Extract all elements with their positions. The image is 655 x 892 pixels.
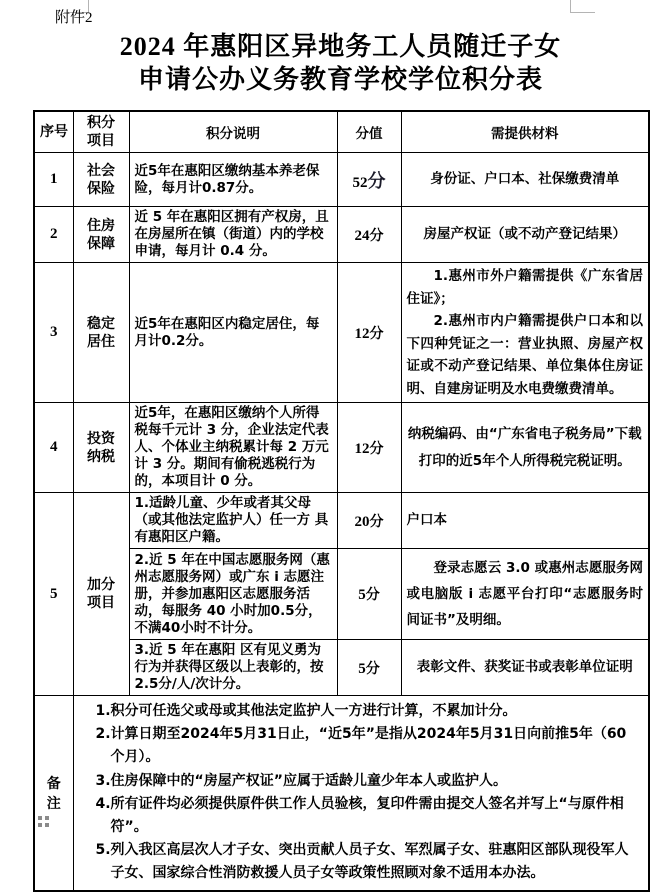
row5a-materials: 户口本 — [401, 493, 649, 549]
row1-desc: 近5年在惠阳区缴纳基本养老保险，每月计0.87分。 — [129, 153, 337, 207]
row4-materials: 纳税编码、由“广东省电子税务局”下载打印的近5年个人所得税完税证明。 — [401, 403, 649, 493]
row5-item: 加分项目 — [73, 493, 129, 696]
remarks-label: 备注 — [34, 696, 73, 891]
row2-score: 24分 — [337, 207, 401, 263]
row5c-desc: 3.近 5 年在惠阳 区有见义勇为行为并获得区级以上表彰的，按 2.5分/人/次计分。 — [129, 640, 337, 696]
row3-materials-item2: 2.惠州市内户籍需提供户口本和以下四种凭证之一：营业执照、房屋产权证或不动产登记结果、单位集体住房证明、自建房证明及水电费缴费清单。 — [406, 313, 643, 397]
document-title — [33, 30, 648, 96]
row4-no: 4 — [34, 403, 73, 493]
table-row — [34, 207, 649, 263]
row3-score: 12分 — [337, 263, 401, 403]
table-header-row — [34, 111, 649, 153]
remarks-row — [34, 696, 649, 891]
row4-item: 投资纳税 — [73, 403, 129, 493]
score-table — [33, 110, 650, 892]
header-materials: 需提供材料 — [401, 111, 649, 153]
attachment-label: 附件2 — [55, 10, 93, 26]
header-score: 分值 — [337, 111, 401, 153]
row3-materials — [401, 263, 649, 403]
table-row — [34, 493, 649, 549]
row5b-materials: 登录志愿云 3.0 或惠州志愿服务网或电脑版 i 志愿平台打印“志愿服务时间证书”及明细。 — [401, 549, 649, 640]
row3-no: 3 — [34, 263, 73, 403]
remark-item: 3.住房保障中的“房屋产权证”应属于适龄儿童少年本人或监护人。 — [95, 772, 507, 789]
row2-materials: 房屋产权证（或不动产登记结果） — [401, 207, 649, 263]
remark-item: 2.计算日期至2024年5月31日止，“近5年”是指从2024年5月31日向前推5年（60个月）。 — [95, 726, 627, 766]
row5-no: 5 — [34, 493, 73, 696]
row2-desc: 近 5 年在惠阳区拥有产权房，且在房屋所在镇（街道）内的学校申请，每月计 0.4 分。 — [129, 207, 337, 263]
document-title-line1: 2024 年惠阳区异地务工人员随迁子女 — [119, 32, 562, 61]
row3-item: 稳定居住 — [73, 263, 129, 403]
remark-item: 5.列入我区高层次人才子女、突出贡献人员子女、军烈属子女、驻惠阳区部队现役军人子女、国家综合性消防救援人员子女等政策性照顾对象不适用本办法。 — [95, 842, 629, 882]
row1-materials: 身份证、户口本、社保缴费清单 — [401, 153, 649, 207]
row4-score: 12分 — [337, 403, 401, 493]
remark-item: 4.所有证件均必须提供原件供工作人员验核，复印件需由提交人签名并写上“与原件相符”。 — [95, 795, 624, 836]
remark-item: 1.积分可任选父或母或其他法定监护人一方进行计算，不累加计分。 — [95, 703, 517, 719]
row5c-materials: 表彰文件、获奖证书或表彰单位证明 — [401, 640, 649, 696]
page-margin-mark-top-right — [570, 12, 595, 13]
row1-score: 52分 — [337, 153, 401, 207]
remarks-content — [73, 696, 649, 891]
header-item: 积分项目 — [73, 111, 129, 153]
page-margin-mark-top-right — [570, 0, 571, 12]
header-desc: 积分说明 — [129, 111, 337, 153]
row4-desc: 近5年，在惠阳区缴纳个人所得税每千元计 3 分，企业法定代表人、个体业主纳税累计每 2 万元计 3 分。期间有偷税逃税行为的，本项目计 0 分。 — [129, 403, 337, 493]
row3-materials-item1: 1.惠州市外户籍需提供《广东省居住证》； — [406, 268, 643, 307]
row5c-score: 5分 — [337, 640, 401, 696]
row5b-score: 5分 — [337, 549, 401, 640]
document-title-line2: 申请公办义务教育学校学位积分表 — [137, 65, 543, 94]
row5a-desc: 1.适龄儿童、少年或者其父母（或其他法定监护人）任一方 具有惠阳区户籍。 — [129, 493, 337, 549]
table-row — [34, 263, 649, 403]
row2-no: 2 — [34, 207, 73, 263]
header-no: 序号 — [34, 111, 73, 153]
row1-no: 1 — [34, 153, 73, 207]
row3-desc: 近5年在惠阳区内稳定居住，每月计0.2分。 — [129, 263, 337, 403]
table-row — [34, 153, 649, 207]
table-row — [34, 403, 649, 493]
row2-item: 住房保障 — [73, 207, 129, 263]
row1-item: 社会保险 — [73, 153, 129, 207]
spellcheck-dots-mark — [38, 816, 50, 827]
row5b-desc: 2.近 5 年在中国志愿服务网（惠州志愿服务网）或广东 i 志愿注册，并参加惠阳区志愿服务活动，每服务 40 小时加0.5分，不满40小时不计分。 — [129, 549, 337, 640]
row5a-score: 20分 — [337, 493, 401, 549]
